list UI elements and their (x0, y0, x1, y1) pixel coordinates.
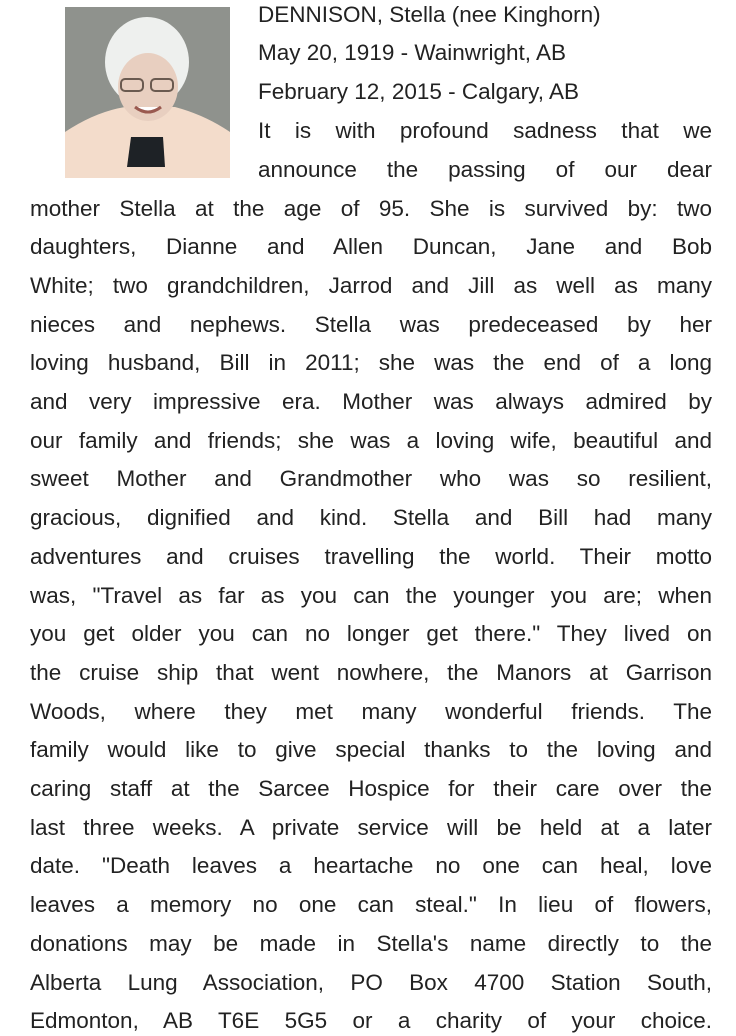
obituary-line: announce the passing of our dear (258, 157, 712, 182)
obituary-line: nieces and nephews. Stella was predeceased by her (30, 312, 712, 337)
portrait-photo (65, 7, 230, 178)
deceased-name: DENNISON, Stella (nee Kinghorn) (258, 2, 601, 27)
obituary-line: loving husband, Bill in 2011; she was the end of a long (30, 350, 712, 375)
obituary-line: sweet Mother and Grandmother who was so resilient, (30, 466, 712, 491)
obituary-line: adventures and cruises travelling the world. Their motto (30, 544, 712, 569)
obituary-line: Alberta Lung Association, PO Box 4700 Station South, (30, 970, 712, 995)
obituary-line: was, "Travel as far as you can the younger you are; when (30, 583, 712, 608)
obituary-line: gracious, dignified and kind. Stella and Bill had many (30, 505, 712, 530)
obituary-line: White; two grandchildren, Jarrod and Jill as well as many (30, 273, 712, 298)
obituary-line: family would like to give special thanks to the loving and (30, 737, 712, 762)
obituary-line: Edmonton, AB T6E 5G5 or a charity of your choice. (30, 1008, 712, 1033)
obituary-line: the cruise ship that went nowhere, the Manors at Garrison (30, 660, 712, 685)
obituary-line: It is with profound sadness that we (258, 118, 712, 143)
obituary-line: mother Stella at the age of 95. She is survived by: two (30, 196, 712, 221)
obituary-line: donations may be made in Stella's name directly to the (30, 931, 712, 956)
obituary-line: last three weeks. A private service will be held at a later (30, 815, 712, 840)
obituary-line: daughters, Dianne and Allen Duncan, Jane and Bob (30, 234, 712, 259)
obituary-line: our family and friends; she was a loving wife, beautiful and (30, 428, 712, 453)
obituary-line: leaves a memory no one can steal." In lieu of flowers, (30, 892, 712, 917)
obituary-line: and very impressive era. Mother was always admired by (30, 389, 712, 414)
birth-info: May 20, 1919 - Wainwright, AB (258, 40, 567, 65)
obituary-line: Woods, where they met many wonderful friends. The (30, 699, 712, 724)
obituary-line: caring staff at the Sarcee Hospice for their care over the (30, 776, 712, 801)
death-info: February 12, 2015 - Calgary, AB (258, 79, 579, 104)
obituary-line: you get older you can no longer get there." They lived on (30, 621, 712, 646)
obituary-line: date. "Death leaves a heartache no one can heal, love (30, 853, 712, 878)
